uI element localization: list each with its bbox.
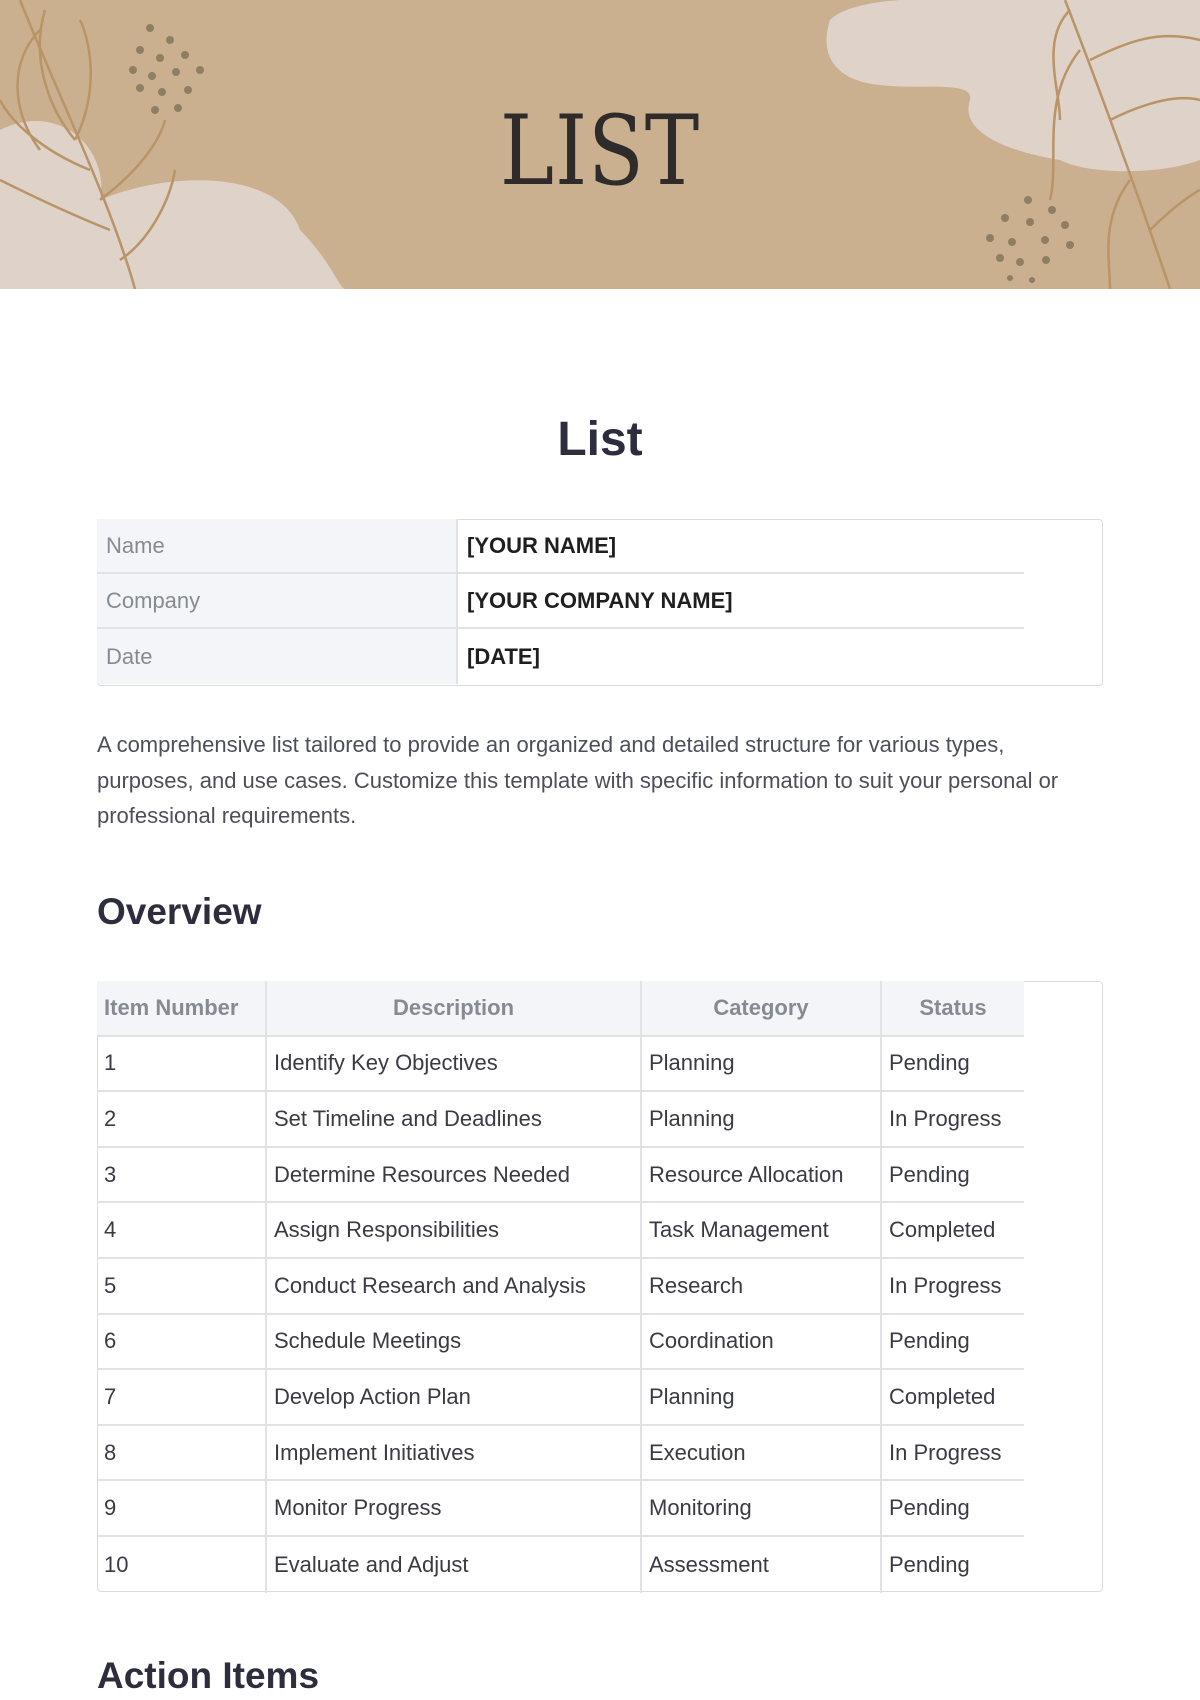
banner-title: LIST bbox=[499, 95, 701, 207]
item-number-cell: 1 bbox=[97, 1037, 267, 1093]
item-number-cell: 9 bbox=[97, 1481, 267, 1537]
description-cell: Identify Key Objectives bbox=[267, 1037, 642, 1093]
item-number-cell: 2 bbox=[97, 1092, 267, 1148]
category-cell: Research bbox=[642, 1259, 882, 1315]
info-label: Company bbox=[97, 574, 458, 629]
header-banner bbox=[0, 0, 1200, 289]
category-cell: Planning bbox=[642, 1370, 882, 1426]
info-value[interactable]: [YOUR COMPANY NAME] bbox=[458, 574, 1024, 629]
table-row bbox=[97, 1370, 1024, 1426]
info-row-company bbox=[97, 574, 1024, 629]
column-header: Status bbox=[882, 981, 1024, 1037]
document-title: List bbox=[557, 413, 643, 466]
status-cell: Pending bbox=[882, 1148, 1024, 1204]
table-row bbox=[97, 1148, 1024, 1204]
item-number-cell: 8 bbox=[97, 1426, 267, 1482]
table-row bbox=[97, 1037, 1024, 1093]
item-number-cell: 7 bbox=[97, 1370, 267, 1426]
info-row-date bbox=[97, 629, 1024, 684]
category-cell: Coordination bbox=[642, 1315, 882, 1371]
description-cell: Implement Initiatives bbox=[267, 1426, 642, 1482]
table-row bbox=[97, 1481, 1024, 1537]
status-cell: Completed bbox=[882, 1203, 1024, 1259]
item-number-cell: 5 bbox=[97, 1259, 267, 1315]
description-cell: Schedule Meetings bbox=[267, 1315, 642, 1371]
table-header-row bbox=[97, 981, 1024, 1037]
item-number-cell: 4 bbox=[97, 1203, 267, 1259]
intro-paragraph: A comprehensive list tailored to provide an organized and detailed structure for various types, purposes, and use cases. Customize this template with specific information to suit your personal or professional requirements. bbox=[97, 732, 1059, 828]
status-cell: Completed bbox=[882, 1370, 1024, 1426]
table-row bbox=[97, 1426, 1024, 1482]
overview-heading: Overview bbox=[97, 891, 262, 932]
category-cell: Execution bbox=[642, 1426, 882, 1482]
description-cell: Conduct Research and Analysis bbox=[267, 1259, 642, 1315]
action-items-heading: Action Items bbox=[97, 1655, 320, 1696]
item-number-cell: 6 bbox=[97, 1315, 267, 1371]
status-cell: Pending bbox=[882, 1315, 1024, 1371]
category-cell: Assessment bbox=[642, 1537, 882, 1593]
info-label: Date bbox=[97, 629, 458, 684]
category-cell: Task Management bbox=[642, 1203, 882, 1259]
table-row bbox=[97, 1259, 1024, 1315]
status-cell: In Progress bbox=[882, 1092, 1024, 1148]
status-cell: Pending bbox=[882, 1481, 1024, 1537]
info-row-name bbox=[97, 519, 1024, 574]
table-row bbox=[97, 1537, 1024, 1593]
status-cell: In Progress bbox=[882, 1259, 1024, 1315]
description-cell: Develop Action Plan bbox=[267, 1370, 642, 1426]
table-row bbox=[97, 1315, 1024, 1371]
item-number-cell: 10 bbox=[97, 1537, 267, 1593]
column-header: Item Number bbox=[97, 981, 267, 1037]
info-table bbox=[97, 519, 1024, 684]
info-label: Name bbox=[97, 519, 458, 574]
overview-table bbox=[97, 981, 1024, 1593]
description-cell: Determine Resources Needed bbox=[267, 1148, 642, 1204]
category-cell: Planning bbox=[642, 1092, 882, 1148]
category-cell: Monitoring bbox=[642, 1481, 882, 1537]
status-cell: In Progress bbox=[882, 1426, 1024, 1482]
table-row bbox=[97, 1092, 1024, 1148]
description-cell: Monitor Progress bbox=[267, 1481, 642, 1537]
description-cell: Assign Responsibilities bbox=[267, 1203, 642, 1259]
category-cell: Resource Allocation bbox=[642, 1148, 882, 1204]
info-value[interactable]: [DATE] bbox=[467, 643, 540, 669]
description-cell: Set Timeline and Deadlines bbox=[267, 1092, 642, 1148]
info-value[interactable]: [YOUR NAME] bbox=[458, 519, 1024, 574]
column-header: Description bbox=[267, 981, 642, 1037]
category-cell: Planning bbox=[642, 1037, 882, 1093]
status-cell: Pending bbox=[882, 1037, 1024, 1093]
item-number-cell: 3 bbox=[97, 1148, 267, 1204]
table-row bbox=[97, 1203, 1024, 1259]
status-cell: Pending bbox=[889, 1551, 970, 1577]
description-cell: Evaluate and Adjust bbox=[267, 1537, 642, 1593]
column-header: Category bbox=[642, 981, 882, 1037]
